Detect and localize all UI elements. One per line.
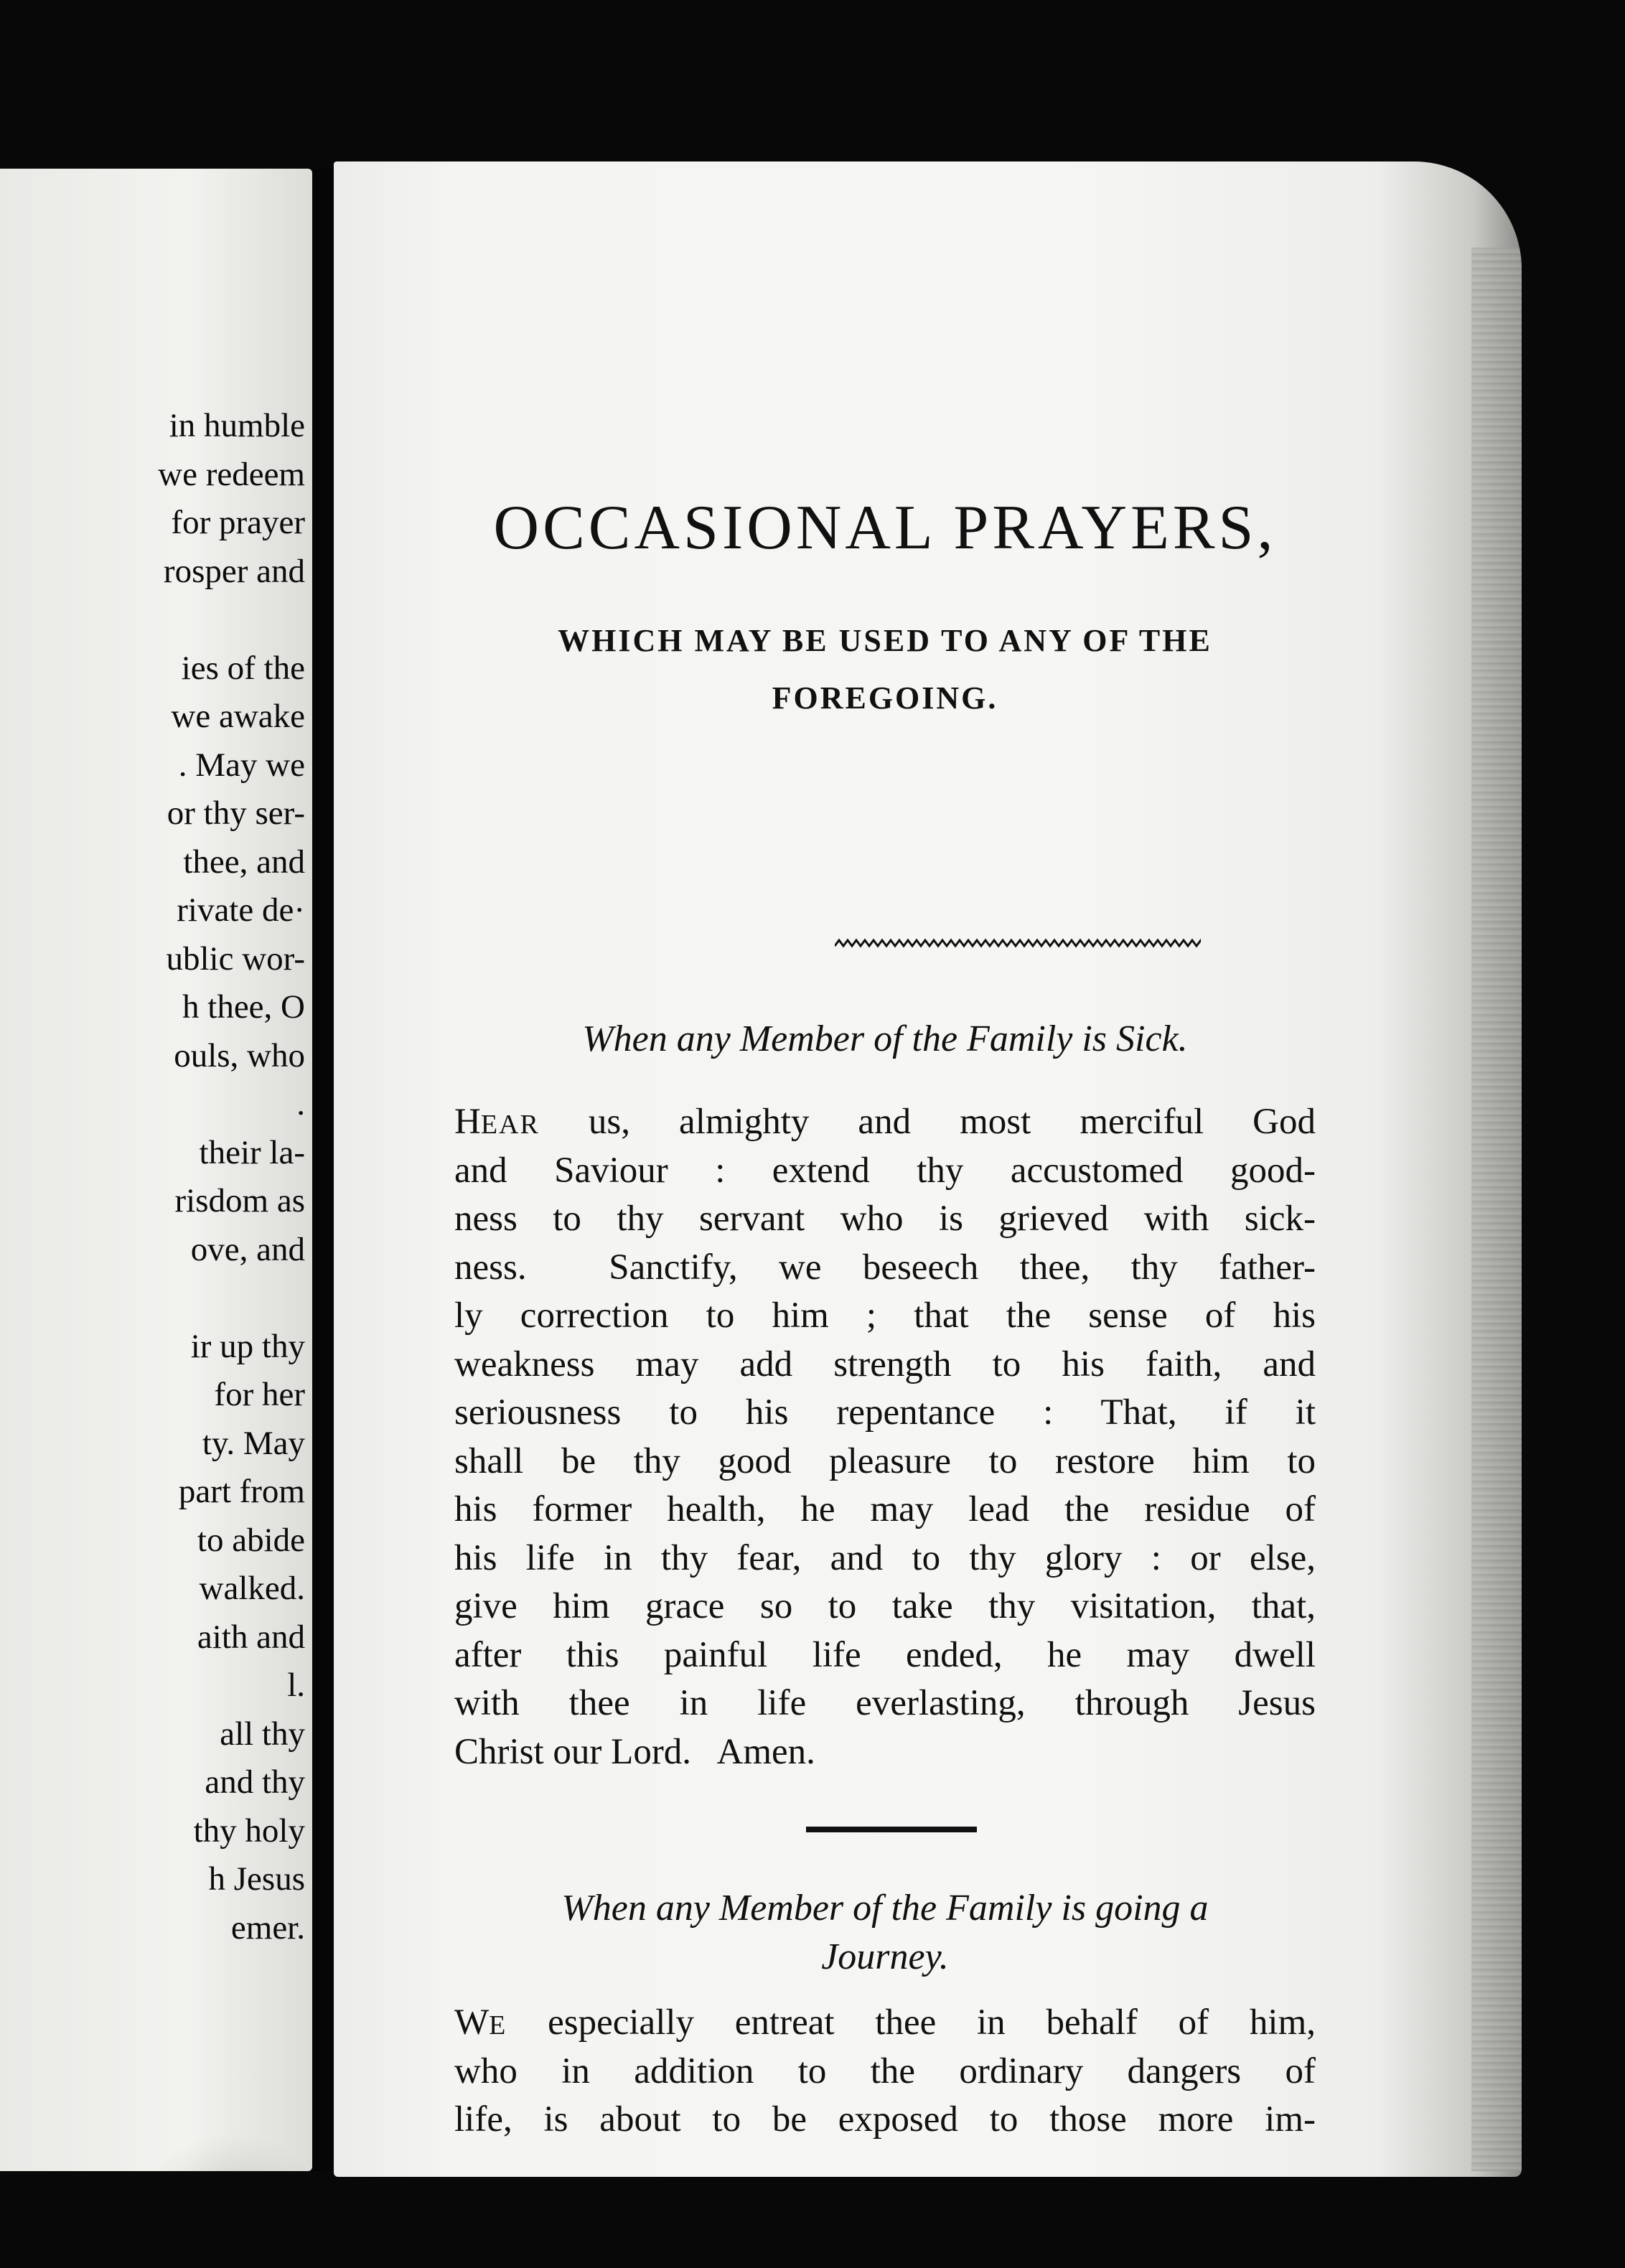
subtitle-line: WHICH MAY BE USED TO ANY OF THE	[558, 623, 1212, 658]
prayer-line-text: ness. Sanctify, we beseech thee, thy father-	[454, 1247, 1316, 1288]
previous-page-line: thy holy	[193, 1812, 305, 1850]
prayer-line	[454, 1999, 1316, 2048]
prayer-line-text: after this painful life ended, he may dwell	[454, 1634, 1316, 1675]
prayer-line	[454, 1147, 1316, 1196]
paper-stain	[151, 2135, 312, 2171]
section-rule	[806, 1827, 977, 1832]
prayer-line-text: weakness may add strength to his faith, and	[454, 1344, 1316, 1384]
previous-page-line: risdom as	[174, 1182, 305, 1219]
prayer-line	[454, 1583, 1316, 1631]
previous-page-line: .	[296, 1085, 305, 1123]
prayer-line-text: Christ our Lord. Amen.	[454, 1731, 815, 1772]
prayer-line-text: especially entreat thee in behalf of him,	[507, 2002, 1316, 2043]
previous-page-line: and thy	[205, 1763, 305, 1801]
previous-page-text	[0, 402, 305, 1952]
previous-page-line: for prayer	[171, 504, 305, 541]
prayer-line-text: ness to thy servant who is grieved with sick-	[454, 1199, 1316, 1239]
prayer-line	[454, 1679, 1316, 1728]
prayer-sick	[454, 1098, 1316, 1776]
previous-page-line: to abide	[197, 1521, 305, 1559]
prayer-line	[454, 1292, 1316, 1341]
prayer-line-text: give him grace so to take thy visitation, that,	[454, 1586, 1316, 1626]
previous-page-line: rosper and	[163, 552, 305, 590]
small-caps-initial: WE	[454, 2002, 507, 2043]
previous-page-line: walked.	[199, 1570, 305, 1607]
previous-page-line: ublic wor-	[166, 939, 305, 978]
previous-page-line: in humble	[169, 407, 305, 444]
previous-page-line: ir up thy	[190, 1327, 305, 1365]
page-subtitle	[454, 612, 1316, 727]
previous-page-line: ove, and	[190, 1230, 305, 1268]
previous-page-line: rivate de·	[177, 891, 305, 929]
previous-page-line: we awake	[171, 698, 305, 735]
previous-page-line: h thee, O	[182, 988, 305, 1026]
previous-page-line: we redeem	[158, 455, 305, 493]
previous-page-line: . May we	[178, 746, 305, 784]
section-heading-journey	[454, 1884, 1316, 1982]
previous-page-line: ouls, who	[174, 1036, 305, 1074]
ornamental-divider	[835, 933, 1201, 955]
previous-page-line: or thy ser-	[167, 795, 305, 832]
previous-page-line: h Jesus	[208, 1860, 305, 1898]
previous-page-line: their la-	[199, 1133, 305, 1171]
prayer-line	[454, 1244, 1316, 1293]
previous-page-line	[0, 1274, 305, 1323]
previous-page-line	[0, 596, 305, 645]
previous-page-line: thee, and	[183, 843, 305, 881]
prayer-line-text: shall be thy good pleasure to restore him to	[454, 1440, 1316, 1481]
prayer-line-text: life, is about to be exposed to those more im-	[454, 2099, 1316, 2140]
prayer-line	[454, 1438, 1316, 1486]
prayer-line	[454, 1728, 1316, 1777]
previous-page-line: ies of the	[181, 649, 305, 687]
previous-page-line: for her	[214, 1376, 305, 1413]
previous-page-line: aith and	[197, 1618, 305, 1656]
prayer-line-text: us, almighty and most merciful God	[539, 1102, 1316, 1142]
prayer-line-text: seriousness to his repentance : That, if it	[454, 1392, 1316, 1433]
prayer-line	[454, 1631, 1316, 1680]
page-title: OCCASIONAL PRAYERS,	[493, 493, 1277, 563]
heading-line: Journey.	[821, 1936, 949, 1977]
section-heading-sick: When any Member of the Family is Sick.	[582, 1018, 1188, 1059]
prayer-line	[454, 1389, 1316, 1438]
previous-page-line: all thy	[220, 1715, 305, 1753]
prayer-line	[454, 1341, 1316, 1390]
previous-page-line: l.	[287, 1667, 305, 1704]
prayer-line-text: ly correction to him ; that the sense of his	[454, 1295, 1316, 1336]
book-gutter	[312, 169, 334, 2171]
prayer-journey	[454, 1999, 1316, 2145]
subtitle-line: FOREGOING.	[772, 680, 998, 716]
previous-page-line: emer.	[230, 1908, 305, 1946]
prayer-line-text: who in addition to the ordinary dangers of	[454, 2051, 1316, 2091]
prayer-line	[454, 1098, 1316, 1147]
prayer-line	[454, 2048, 1316, 2096]
page-edge	[1471, 248, 1522, 2171]
heading-line: When any Member of the Family is going a	[561, 1888, 1209, 1929]
previous-page	[0, 169, 312, 2171]
prayer-line-text: and Saviour : extend thy accustomed good-	[454, 1150, 1316, 1191]
prayer-line	[454, 2096, 1316, 2145]
prayer-line-text: his life in thy fear, and to thy glory : or else,	[454, 1537, 1316, 1578]
prayer-line-text: his former health, he may lead the residue of	[454, 1489, 1316, 1529]
previous-page-line: ty. May	[202, 1424, 305, 1462]
prayer-line	[454, 1195, 1316, 1244]
previous-page-line: part from	[178, 1473, 305, 1510]
prayer-line	[454, 1486, 1316, 1534]
prayer-line-text: with thee in life everlasting, through Jesus	[454, 1683, 1316, 1723]
small-caps-initial: HEAR	[454, 1102, 540, 1142]
prayer-line	[454, 1534, 1316, 1583]
book-page	[334, 161, 1522, 2177]
